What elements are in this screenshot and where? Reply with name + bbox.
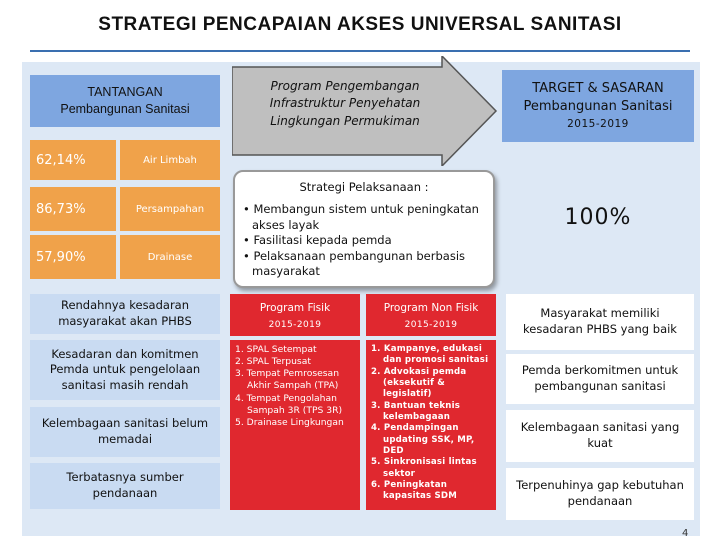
metric-drainase-value	[30, 235, 116, 279]
metric-label: Drainase	[147, 251, 193, 263]
tantangan-header	[30, 75, 220, 127]
outcome-kelembagaan	[506, 410, 694, 462]
strategi-box	[233, 170, 495, 288]
metric-drainase-label	[120, 235, 220, 279]
program-fisik-title: Program Fisik	[259, 302, 331, 314]
program-arrow-line2: Infrastruktur Penyehatan	[269, 96, 421, 111]
program-arrow-text	[240, 78, 450, 130]
program-fisik-item: 4. Tempat Pengolahan Sampah 3R (TPS 3R)	[235, 392, 343, 416]
metric-value: 62,14%	[36, 152, 86, 168]
program-nonfisik-years: 2015-2019	[404, 320, 458, 330]
tantangan-line1: TANTANGAN	[87, 84, 163, 99]
program-nonfisik-list	[371, 344, 491, 503]
program-nonfisik-title: Program Non Fisik	[383, 302, 479, 314]
challenge-phbs	[30, 294, 220, 334]
target-line2: Pembangunan Sanitasi	[523, 98, 673, 114]
program-fisik-item: 2. SPAL Terpusat	[235, 356, 311, 368]
program-fisik-item: 3. Tempat Pemrosesan Akhir Sampah (TPA)	[235, 368, 340, 392]
tantangan-line2: Pembangunan Sanitasi	[60, 102, 190, 116]
program-fisik-list	[235, 344, 355, 429]
program-fisik-years: 2015-2019	[268, 320, 322, 330]
program-nonfisik-item: 6. Peningkatan kapasitas SDM	[371, 480, 458, 502]
program-fisik-list-box	[230, 340, 360, 510]
metric-value: 57,90%	[36, 249, 86, 265]
metric-value: 86,73%	[36, 201, 86, 217]
program-nonfisik-item: 5. Sinkronisasi lintas sektor	[371, 457, 477, 479]
outcome-pemda	[506, 354, 694, 404]
page-number: 4	[682, 528, 689, 539]
outcome-text: Kelembagaan sanitasi yang kuat	[520, 420, 680, 450]
challenge-kelembagaan	[30, 407, 220, 457]
metric-persampahan-value	[30, 187, 116, 231]
metric-air-limbah-label	[120, 140, 220, 180]
title-divider	[30, 50, 690, 52]
challenge-text: Rendahnya kesadaran masyarakat akan PHBS	[58, 298, 192, 328]
challenge-text: Kelembagaan sanitasi belum memadai	[41, 416, 209, 446]
challenge-text: Kesadaran dan komitmen Pemda untuk pengelolaan sanitasi masih rendah	[49, 346, 201, 392]
strategi-item: • Pelaksanaan pembangunan berbasis masyarakat	[243, 248, 466, 279]
program-fisik-item: 1. SPAL Setempat	[235, 344, 317, 355]
program-nonfisik-item: 4. Pendampingan updating SSK, MP, DED	[371, 423, 475, 457]
strategi-item: • Fasilitasi kepada pemda	[243, 233, 392, 248]
program-arrow-line1: Program Pengembangan	[270, 79, 420, 93]
program-fisik-header	[230, 294, 360, 336]
program-nonfisik-item: 3. Bantuan teknis kelembagaan	[371, 400, 461, 423]
program-nonfisik-item: 2. Advokasi pemda (eksekutif & legislatif)	[371, 366, 467, 400]
strategi-heading: Strategi Pelaksanaan :	[299, 180, 429, 194]
page-title: STRATEGI PENCAPAIAN AKSES UNIVERSAL SANITASI	[98, 14, 622, 35]
outcome-pendanaan	[506, 468, 694, 520]
program-arrow-line3: Lingkungan Permukiman	[270, 113, 420, 128]
strategi-list	[243, 202, 489, 280]
metric-air-limbah-value	[30, 140, 116, 180]
metric-label: Persampahan	[135, 203, 205, 215]
challenge-pendanaan	[30, 463, 220, 509]
metric-persampahan-label	[120, 187, 220, 231]
outcome-phbs	[506, 294, 694, 350]
target-header	[502, 70, 694, 142]
outcome-text: Masyarakat memiliki kesadaran PHBS yang baik	[523, 306, 677, 336]
challenge-text: Terbatasnya sumber pendanaan	[66, 470, 184, 500]
strategi-item: • Membangun sistem untuk peningkatan akses layak	[243, 202, 479, 232]
metric-label: Air Limbah	[143, 154, 197, 166]
program-fisik-item: 5. Drainase Lingkungan	[235, 416, 344, 428]
outcome-text: Pemda berkomitmen untuk pembangunan sanitasi	[521, 363, 679, 393]
program-nonfisik-item: 1. Kampanye, edukasi dan promosi sanitasi	[371, 344, 489, 366]
target-value: 100%	[564, 205, 632, 230]
target-line3: 2015-2019	[567, 118, 629, 131]
challenge-pemda	[30, 340, 220, 400]
program-nonfisik-list-box	[366, 340, 496, 510]
outcome-text: Terpenuhinya gap kebutuhan pendanaan	[516, 478, 684, 508]
target-line1: TARGET & SASARAN	[532, 81, 664, 97]
program-nonfisik-header	[366, 294, 496, 336]
